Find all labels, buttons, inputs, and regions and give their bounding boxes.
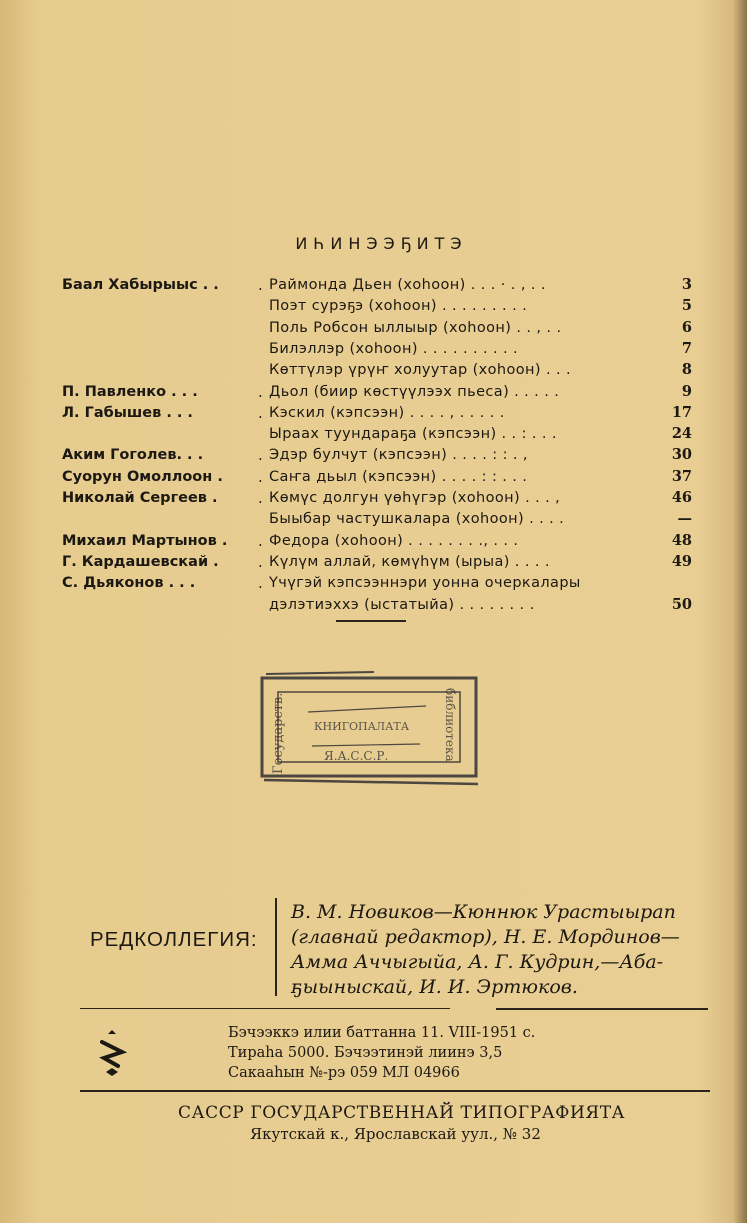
printer-address: Якутскай к., Ярославскай уул., № 32 <box>250 1125 541 1143</box>
toc-page-number: 46 <box>671 489 692 506</box>
toc-work-title: Саҥа дьыл (кэпсээн) . . . . : : . . . <box>269 468 528 485</box>
stamp-left-text: Государств. <box>271 692 286 774</box>
toc-work-title: Кэскил (кэпсээн) . . . . , . . . . . <box>269 404 505 421</box>
page-edge-shadow <box>733 0 747 1223</box>
toc-entry <box>62 509 698 529</box>
toc-author: Николай Сергеев . <box>62 490 218 506</box>
toc-work-title: Көмүс долгун үөһүгэр (хоһоон) . . . , <box>269 490 561 506</box>
editorial-line: Амма Аччыгыйа, А. Г. Кудрин,—Аба- <box>291 951 664 973</box>
toc-entry <box>62 467 698 487</box>
toc-work-title: Дьол (биир көстүүлээх пьеса) . . . . . <box>269 383 560 400</box>
stamp-top-text: КНИГОПАЛАТА <box>314 720 410 733</box>
editorial-line: ҕыыныскай, И. И. Эртюков. <box>291 976 578 998</box>
toc-page-number: 8 <box>681 361 692 379</box>
toc-leader: . <box>258 531 263 550</box>
toc-page-number: 24 <box>671 425 692 443</box>
toc-entry <box>62 275 698 295</box>
toc-author: Суорун Омоллоон . <box>62 468 223 485</box>
toc-author: Г. Кардашевскай . <box>62 553 219 570</box>
toc-entry <box>62 573 698 593</box>
toc-author: Баал Хабырыыс . . <box>62 277 219 293</box>
toc-entry <box>62 552 698 572</box>
toc-entry <box>62 595 698 615</box>
toc-work-title: Ыраах туундараҕа (кэпсээн) . . : . . . <box>269 426 557 443</box>
toc-page-number: 7 <box>681 339 692 357</box>
toc-entry <box>62 339 698 359</box>
stamp-center-text: Я.А.С.С.Р. <box>324 749 389 763</box>
editorial-line: (главнай редактор), Н. Е. Мординов— <box>291 926 680 948</box>
editorial-divider <box>275 898 277 996</box>
toc-work-title: Быыбар частушкалара (хоһоон) . . . . <box>269 511 565 528</box>
toc-entry <box>62 531 698 551</box>
toc-page-number: 9 <box>681 382 692 400</box>
stamp-right-text: библиотека <box>443 688 457 762</box>
toc-work-title: Күлүм аллай, көмүһүм (ырыа) . . . . <box>269 553 550 570</box>
printer-mark-icon <box>92 1028 132 1078</box>
toc-work-title: Поэт сурэҕэ (хоһоон) . . . . . . . . . <box>269 298 528 315</box>
editorial-members <box>291 900 721 1000</box>
toc-page-number: 6 <box>681 318 692 336</box>
toc-work-title: Федора (хоһоон) . . . . . . . ., . . . <box>269 532 519 549</box>
toc-work-title: Үчүгэй кэпсээннэри уонна очеркалары <box>269 575 581 592</box>
toc-leader: . <box>258 489 263 507</box>
toc-author: С. Дьяконов . . . <box>62 575 196 592</box>
toc-entry <box>62 488 698 508</box>
toc-page-number: 5 <box>681 297 692 315</box>
toc-entry <box>62 360 698 380</box>
rule-lower <box>80 1090 710 1092</box>
imprint-line: Бэчээккэ илии баттанна 11. VIII-1951 с. <box>228 1025 536 1041</box>
toc-leader: . <box>258 403 263 422</box>
library-stamp <box>256 666 486 790</box>
imprint-line: Сакааһын №-рэ 059 МЛ 04966 <box>228 1065 460 1081</box>
toc-work-title: Көттүлэр үрүҥ холуутар (хоһоон) . . . <box>269 362 572 379</box>
rule-upper-left <box>80 1008 450 1009</box>
toc-work-title: Раймонда Дьен (хоһоон) . . . · . , . . <box>269 277 546 293</box>
toc-leader: . <box>258 446 263 465</box>
toc-work-title: Билэллэр (хоһоон) . . . . . . . . . . <box>269 340 519 357</box>
toc-page-number: — <box>677 510 692 528</box>
toc-author: Михаил Мартынов . <box>62 532 228 549</box>
editorial-board <box>90 898 730 998</box>
toc-leader: . <box>258 552 263 571</box>
toc-work-title: Поль Робсон ыллыыр (хоһоон) . . , . . <box>269 319 562 336</box>
toc-entry <box>62 424 698 444</box>
imprint-line: Тираһа 5000. Бэчээтинэй лиинэ 3,5 <box>228 1045 503 1061</box>
toc-page-number: 17 <box>671 403 692 421</box>
toc-title: ИҺИНЭЭҔИТЭ <box>295 234 468 253</box>
toc-work-title: дэлэтиэххэ (ыстатыйа) . . . . . . . . <box>269 596 535 613</box>
toc-leader: . <box>258 574 263 593</box>
toc-page-number: 37 <box>671 467 692 485</box>
toc-author: П. Павленко . . . <box>62 383 198 400</box>
toc-entry <box>62 382 698 402</box>
toc-author: Аким Гоголев. . . <box>62 447 204 464</box>
toc-entry <box>62 296 698 316</box>
toc-entry <box>62 445 698 465</box>
printer-name: САССР ГОСУДАРСТВЕННАЙ ТИПОГРАФИЯТА <box>178 1103 626 1123</box>
toc-page-number: 30 <box>671 446 692 464</box>
stamp-image <box>256 666 486 790</box>
toc-work-title: Эдэр булчут (кэпсээн) . . . . : : . , <box>269 447 528 464</box>
toc-page-number: 49 <box>671 552 692 570</box>
toc-entry <box>62 318 698 338</box>
toc-author: Л. Габышев . . . <box>62 404 193 421</box>
editorial-line: В. М. Новиков—Кюннюк Урастыырап <box>291 901 676 923</box>
section-divider <box>336 620 406 622</box>
toc-leader: . <box>258 382 263 401</box>
toc-page-number: 50 <box>671 595 692 613</box>
toc-page-number: 48 <box>671 531 692 549</box>
toc-page-number: 3 <box>681 276 692 293</box>
toc-leader: . <box>258 276 263 294</box>
imprint <box>228 1023 648 1083</box>
editorial-label: РЕДКОЛЛЕГИЯ: <box>90 928 258 951</box>
toc-entry <box>62 403 698 423</box>
toc-leader: . <box>258 467 263 486</box>
rule-upper-right <box>496 1008 708 1010</box>
